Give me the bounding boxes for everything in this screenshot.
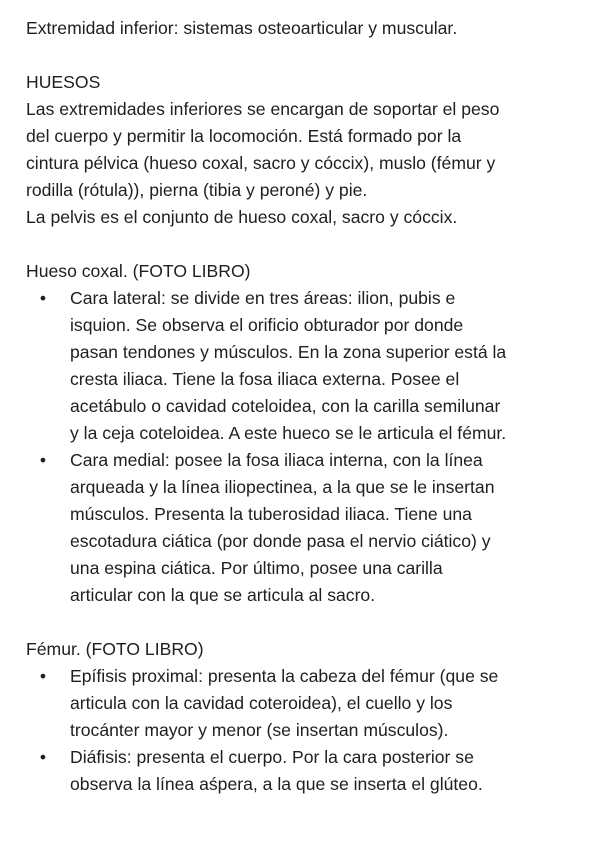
list-item-cara-lateral — [26, 285, 591, 447]
section-heading-femur: Fémur. (FOTO LIBRO) — [26, 639, 204, 659]
bullet-list-hueso-coxal — [26, 285, 591, 609]
list-item-line: pasan tendones y músculos. En la zona superior está la — [70, 342, 507, 362]
document-body — [26, 15, 591, 798]
section-huesos — [26, 69, 591, 231]
bullet-list-femur — [26, 663, 591, 798]
bullet-icon: • — [39, 666, 47, 686]
section-heading-huesos: HUESOS — [26, 72, 101, 92]
spacer — [26, 231, 591, 258]
list-item-line: y la ceja coteloidea. A este hueco se le articula el fémur. — [70, 423, 507, 443]
list-item-line: arqueada y la línea iliopectinea, a la que se le insertan — [70, 477, 495, 497]
section-femur — [26, 636, 591, 798]
list-item-line: articular con la que se articula al sacro. — [70, 585, 376, 605]
list-item-line: músculos. Presenta la tuberosidad iliaca. Tiene una — [70, 504, 472, 524]
paragraph-line: del cuerpo y permitir la locomoción. Está formado por la — [26, 126, 462, 146]
list-item-line: isquion. Se observa el orificio obturador por donde — [70, 315, 464, 335]
paragraph-line: Las extremidades inferiores se encargan de soportar el peso — [26, 99, 500, 119]
list-item-diafisis — [26, 744, 591, 798]
section-heading-hueso-coxal: Hueso coxal. (FOTO LIBRO) — [26, 261, 251, 281]
list-item-line: articula con la cavidad coteroidea), el cuello y los — [70, 693, 453, 713]
list-item-line: acetábulo o cavidad coteloidea, con la carilla semilunar — [70, 396, 501, 416]
bullet-icon: • — [39, 747, 47, 767]
spacer — [26, 42, 591, 69]
list-item-line: cresta iliaca. Tiene la fosa iliaca externa. Posee el — [70, 369, 460, 389]
paragraph-line: rodilla (rótula)), pierna (tibia y peroné) y pie. — [26, 180, 368, 200]
section-hueso-coxal — [26, 258, 591, 609]
list-item-line: trocánter mayor y menor (se insertan músculos). — [70, 720, 449, 740]
list-item-line: una espina ciática. Por último, posee una carilla — [70, 558, 443, 578]
list-item-line: Cara lateral: se divide en tres áreas: ilion, pubis e — [70, 288, 456, 308]
paragraph-line: La pelvis es el conjunto de hueso coxal, sacro y cóccix. — [26, 207, 458, 227]
spacer — [26, 609, 591, 636]
list-item-line: Cara medial: posee la fosa iliaca interna, con la línea — [70, 450, 483, 470]
paragraph-line: cintura pélvica (hueso coxal, sacro y cóccix), muslo (fémur y — [26, 153, 496, 173]
list-item-line: observa la línea aśpera, a la que se inserta el glúteo. — [70, 774, 483, 794]
list-item-line: Epífisis proximal: presenta la cabeza del fémur (que se — [70, 666, 499, 686]
bullet-icon: • — [39, 288, 47, 308]
paragraph-huesos — [26, 96, 591, 231]
list-item-epifisis-proximal — [26, 663, 591, 744]
list-item-cara-medial — [26, 447, 591, 609]
list-item-line: Diáfisis: presenta el cuerpo. Por la cara posterior se — [70, 747, 474, 767]
document-title: Extremidad inferior: sistemas osteoarticular y muscular. — [26, 18, 458, 38]
bullet-icon: • — [39, 450, 47, 470]
list-item-line: escotadura ciática (por donde pasa el nervio ciático) y — [70, 531, 491, 551]
